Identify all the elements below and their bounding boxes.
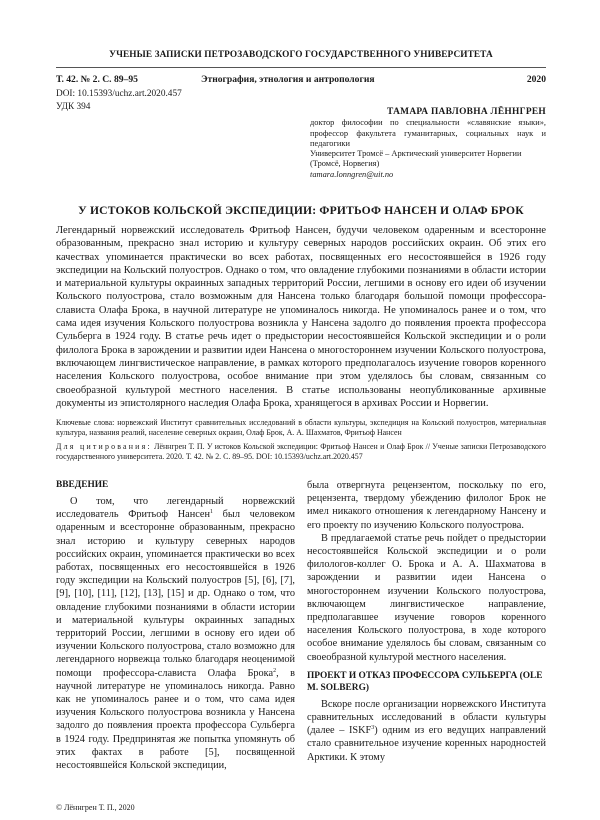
doi[interactable]: DOI: 10.15393/uchz.art.2020.457 [56, 89, 182, 99]
author-location: (Тромсё, Норвегия) [310, 159, 380, 169]
text-run: , в научной литературе не упоминалось никогда. Равно как не упоминалось ранее и о том, что сама идея изучения Кольского полуострова возникла у Нансена задолго до появления проекта профессора Сульберга в 1924 году. Предпринятая же попытка упомянуть об этих фактах в работе [5], посвященной несостоявшейся Кольской экспедиции, [56, 667, 295, 772]
volume-pages: Т. 42. № 2. С. 89–95 [56, 74, 138, 85]
body-paragraph [56, 495, 295, 772]
author-email[interactable]: tamara.lonngren@uit.no [310, 169, 394, 179]
footnote-ref-3[interactable]: 3 [371, 725, 375, 732]
identifiers [56, 88, 182, 114]
body-paragraph [307, 698, 546, 764]
body-paragraph: была отвергнута рецензентом, поскольку по его, рецензента, твердому убеждению филолог Брок не имел никакого отношения к легендарному Нансену и его проекту по изучению Кольского полуострова. [307, 480, 546, 531]
copyright: © Лённгрен Т. П., 2020 [56, 803, 135, 812]
journal-section: Этнография, этнология и антропология [201, 74, 375, 85]
udc: УДК 394 [56, 102, 91, 112]
text-run: был человеком одаренным и всесторонне образованным, прекрасно знал историю и культуру северных народов российских окраин, упоминается практически во всех работах, посвященных его несостоявшейся в 1926 году экспедиции на Кольский полуостров [5], [6], [7], [9], [10], [11], [12], [13], [15] и др. Однако о том, что овладение глубокими познаниями в области истории и материальной культуры окраинных западных территорий России, легшими в основу его идеи об изучении Кольского полуострова, стало возможно для легендарного норвежца только благодаря неоценимой помощи профессора-слависта Олафа Брока [56, 509, 295, 679]
abstract: Легендарный норвежский исследователь Фритьоф Нансен, будучи человеком одаренным и всесторонне образованным, прекрасно знал историю и культуру северных народов российских окраин. Об этих его качествах упоминается практически во всех работах, посвященных его несостоявшейся в 1926 году экспедиции на Кольский полуостров. Однако о том, что овладение глубокими познаниями в области истории и материальной культуры окраинных западных территорий России, легшими в основу его идеи об изучении Кольского полуострова, стало возможным для Нансена только благодаря большой помощи профессора-слависта Олафа Брока, в научной литературе не упоминалось никогда. Не упоминалось ранее и о том, что сама идея изучения Кольского полуострова возникла у Нансена задолго до появления проекта профессора Сульберга в 1924 году. В статье речь идет о предыстории несостоявшейся Кольской экспедиции и о роли филолога Брока в зарождении и развитии идеи Нансена о многостороннем изучении Кольского полуострова, включающем лингвистическое направление, в рамках которого предполагалось изучение говоров коренного населения Кольского полуострова, особое внимание при этом уделялось бы словам, связанным со своеобразной культурой местного населения. В статье использованы неопубликованные архивные документы из эпистолярного наследия Олафа Брока, хранящегося в архивах России и Норвегии. [56, 225, 546, 409]
body-column-left [56, 479, 295, 772]
citation [56, 442, 546, 462]
article-title: У ИСТОКОВ КОЛЬСКОЙ ЭКСПЕДИЦИИ: ФРИТЬОФ НАНСЕН И ОЛАФ БРОК [78, 204, 524, 217]
body-column-right [307, 479, 546, 764]
issue-year: 2020 [526, 74, 546, 85]
text-run: Вскоре после организации норвежского Института сравнительных исследований в области культуры (далее – ISKF [307, 698, 546, 737]
body-paragraph: В предлагаемой статье речь пойдет о предыстории несостоявшейся Кольской экспедиции и о роли филологов-коллег О. Брока и А. А. Шахматова в зарождении и развитии идеи Нансена о многостороннем изучении Кольского полуострова, включающем лингвистическое направление, предполагавшее изучение говоров коренного населения Кольского полуострова, в ходе которого особое внимание уделялось бы словам, связанным со своеобразной культурой местного населения. [307, 532, 546, 663]
footnote-ref-2[interactable]: 2 [273, 667, 277, 674]
section-heading-introduction: ВВЕДЕНИЕ [56, 480, 109, 490]
keywords: Ключевые слова: норвежский Институт сравнительных исследований в области культуры, экспедиция на Кольский полуостров, материальная культура, названия реалий, население северных окраин, Олаф Брок, А. А. Шахматов, Фритьоф Нансен [56, 418, 546, 437]
issue-meta-row [56, 74, 546, 85]
header-divider [56, 67, 546, 68]
journal-title: УЧЕНЫЕ ЗАПИСКИ ПЕТРОЗАВОДСКОГО ГОСУДАРСТВЕННОГО УНИВЕРСИТЕТА [109, 50, 493, 60]
text-run: О том, что легендарный норвежский исследователь Фритьоф Нансен [56, 496, 295, 521]
author-affiliation-position: доктор философии по специальности «славянские языки», профессор факультета гуманитарных, социальных наук и педагогики [310, 118, 546, 148]
footnote-ref-1[interactable]: 1 [210, 509, 213, 516]
section-heading-solberg: ПРОЕКТ И ОТКАЗ ПРОФЕССОРА СУЛЬБЕРГА (OLE M. SOLBERG) [307, 670, 543, 693]
citation-label: Для цитирования: [56, 442, 152, 451]
author-affiliation-university: Университет Тромсё – Арктический университет Норвегии [310, 149, 522, 159]
citation-text: Лённгрен Т. П. У истоков Кольской экспедиции: Фритьоф Нансен и Олаф Брок // Ученые записки Петрозаводского государственного университета. 2020. Т. 42. № 2. С. 89–95. DOI: 10.15393/uchz.art.2020.457 [56, 442, 546, 461]
author-name: ТАМАРА ПАВЛОВНА ЛЁННГРЕН [387, 107, 546, 117]
author-block [310, 107, 546, 180]
text-run: ) одним из его ведущих направлений стало сравнительное изучение коренных народностей Арктики. К этому [307, 725, 546, 763]
